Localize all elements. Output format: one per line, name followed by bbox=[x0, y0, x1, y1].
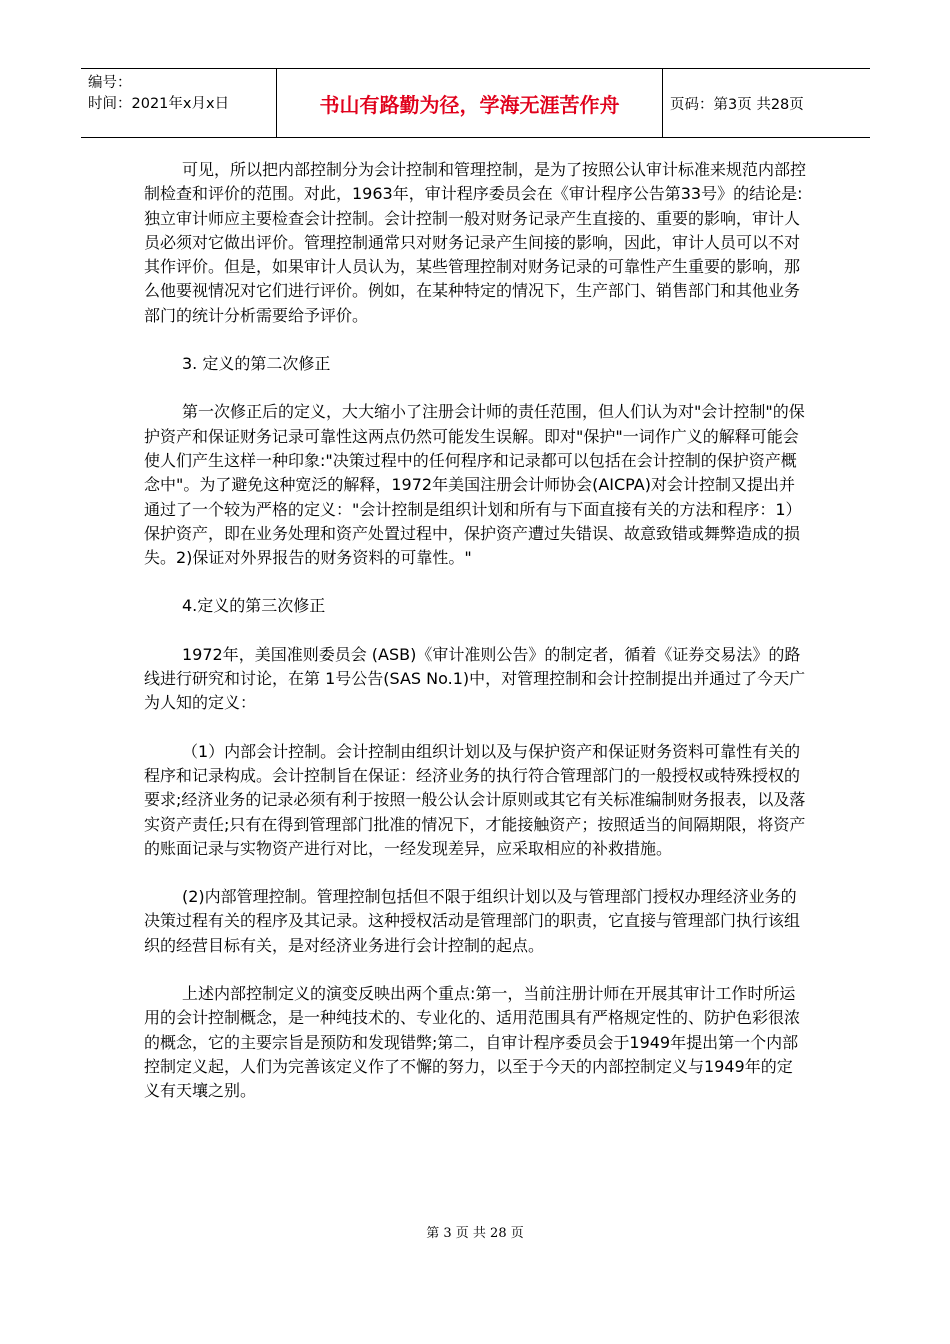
page-header bbox=[81, 68, 870, 138]
body-paragraph: 1972年，美国准则委员会 (ASB)《审计准则公告》的制定者，循着《证券交易法》的路线进行研究和讨论，在第 1号公告(SAS No.1)中，对管理控制和会计控制提出并通过了今天广为人知的定义： bbox=[144, 644, 806, 713]
section-heading: 4.定义的第三次修正 bbox=[182, 596, 326, 616]
header-page-label: 页码：第3页 共28页 bbox=[670, 96, 804, 113]
document-number-label: 编号： bbox=[88, 75, 132, 91]
document-body bbox=[144, 158, 806, 1104]
header-motto: 书山有路勤为径，学海无涯苦作舟 bbox=[277, 69, 663, 137]
document-time-label: 时间：2021年x月x日 bbox=[88, 96, 230, 112]
body-paragraph: （1）内部会计控制。会计控制由组织计划以及与保护资产和保证财务资料可靠性有关的程序和记录构成。会计控制旨在保证：经济业务的执行符合管理部门的一般授权或特殊授权的要求;经济业务的记录必须有利于按照一般公认会计原则或其它有关标准编制财务报表，以及落实资产责任;只有在得到管理部门批准的情况下，才能接触资产；按照适当的间隔期限，将资产的账面记录与实物资产进行对比，一经发现差异，应采取相应的补救措施。 bbox=[144, 741, 806, 858]
body-paragraph: 第一次修正后的定义，大大缩小了注册会计师的责任范围，但人们认为对"会计控制"的保护资产和保证财务记录可靠性这两点仍然可能发生误解。即对"保护"一词作广义的解释可能会使人们产生这样一种印象:"决策过程中的任何程序和记录都可以包括在会计控制的保护资产概念中"。为了避免这种宽泛的解释，1972年美国注册会计师协会(AICPA)对会计控制又提出并通过了一个较为严格的定义："会计控制是组织计划和所有与下面直接有关的方法和程序：1）保护资产，即在业务处理和资产处置过程中，保护资产遭过失错误、故意致错或舞弊造成的损失。2)保证对外界报告的财务资料的可靠性。" bbox=[144, 402, 805, 568]
section-heading: 3. 定义的第二次修正 bbox=[182, 354, 331, 374]
header-info-cell bbox=[81, 69, 277, 137]
body-paragraph: 可见，所以把内部控制分为会计控制和管理控制，是为了按照公认审计标准来规范内部控制检查和评价的范围。对此，1963年，审计程序委员会在《审计程序公告第33号》的结论是:独立审计师应主要检查会计控制。会计控制一般对财务记录产生直接的、重要的影响，审计人员必须对它做出评价。管理控制通常只对财务记录产生间接的影响，因此，审计人员可以不对其作评价。但是，如果审计人员认为，某些管理控制对财务记录的可靠性产生重要的影响，那么他要视情况对它们进行评价。例如，在某种特定的情况下，生产部门、销售部门和其他业务部门的统计分析需要给予评价。 bbox=[144, 160, 807, 325]
page-footer: 第 3 页 共 28 页 bbox=[426, 1226, 524, 1241]
body-paragraph: 上述内部控制定义的演变反映出两个重点:第一，当前注册计师在开展其审计工作时所运用的会计控制概念，是一种纯技术的、专业化的、适用范围具有严格规定性的、防护色彩很浓的概念，它的主要宗旨是预防和发现错弊;第二，自审计程序委员会于1949年提出第一个内部控制定义起，人们为完善该定义作了不懈的努力，以至于今天的内部控制定义与1949年的定义有天壤之别。 bbox=[144, 984, 801, 1101]
body-paragraph: (2)内部管理控制。管理控制包括但不限于组织计划以及与管理部门授权办理经济业务的决策过程有关的程序及其记录。这种授权活动是管理部门的职责，它直接与管理部门执行该组织的经营目标有关，是对经济业务进行会计控制的起点。 bbox=[144, 887, 801, 955]
